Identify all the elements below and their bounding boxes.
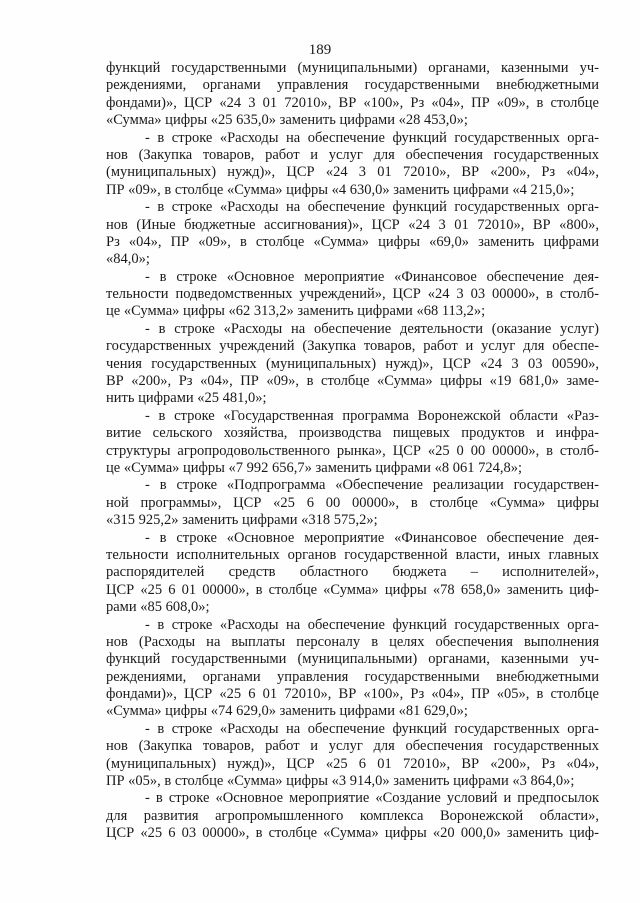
text-line: ЦСР «25 6 03 00000», в столбце «Сумма» цифры «20 000,0» заменить циф- bbox=[106, 825, 599, 842]
text-line: (муниципальных) нужд)», ЦСР «24 3 01 72010», ВР «200», Рз «04», bbox=[106, 164, 599, 181]
text-line: государственных учреждений (Закупка товаров, работ и услуг для обеспе- bbox=[106, 338, 599, 355]
text-line: функций государственными (муниципальными) органами, казенными уч- bbox=[106, 60, 599, 76]
text-line: ЦСР «25 6 01 00000», в столбце «Сумма» цифры «78 658,0» заменить циф- bbox=[106, 581, 599, 598]
text-line: рами «85 608,0»; bbox=[106, 599, 210, 616]
text-line: ПР «05», в столбце «Сумма» цифры «3 914,0» заменить цифрами «3 864,0»; bbox=[106, 773, 575, 790]
text-line: нов (Закупка товаров, работ и услуг для обеспечения государственных bbox=[106, 738, 599, 755]
text-line: це «Сумма» цифры «62 313,2» заменить цифрами «68 113,2»; bbox=[106, 303, 486, 320]
text-line: - в строке «Основное мероприятие «Финансовое обеспечение дея- bbox=[145, 268, 599, 285]
text-line: нить цифрами «25 481,0»; bbox=[106, 390, 267, 407]
text-line: тельности исполнительных органов государственной власти, иных главных bbox=[106, 546, 599, 563]
text-line: «84,0»; bbox=[106, 251, 150, 268]
text-line: - в строке «Основное мероприятие «Финансовое обеспечение дея- bbox=[145, 529, 599, 546]
text-line: распорядителей средств областного бюджета – исполнителей», bbox=[106, 564, 599, 581]
text-line: витие сельского хозяйства, производства пищевых продуктов и инфра- bbox=[106, 425, 599, 442]
text-line: нов (Иные бюджетные ассигнования)», ЦСР «24 3 01 72010», ВР «800», bbox=[106, 216, 599, 233]
page-number: 189 bbox=[308, 42, 332, 58]
text-line: - в строке «Подпрограмма «Обеспечение реализации государствен- bbox=[145, 477, 599, 494]
text-line: тельности подведомственных учреждений», ЦСР «24 3 03 00000», в столб- bbox=[106, 286, 599, 303]
text-line: структуры агропродовольственного рынка», ЦСР «25 0 00 00000», в столб- bbox=[106, 442, 599, 459]
text-line: для развития агропромышленного комплекса Воронежской области», bbox=[106, 807, 599, 824]
text-line: реждениями, органами управления государственными внебюджетными bbox=[106, 668, 599, 685]
text-line: - в строке «Расходы на обеспечение функций государственных орга- bbox=[145, 199, 599, 216]
text-line: «315 925,2» заменить цифрами «318 575,2»; bbox=[106, 512, 378, 529]
text-line: фондами)», ЦСР «25 6 01 72010», ВР «100», Рз «04», ПР «05», в столбце bbox=[106, 686, 599, 703]
text-line: ВР «200», Рз «04», ПР «09», в столбце «Сумма» цифры «19 681,0» заме- bbox=[106, 373, 599, 390]
text-line: - в строке «Расходы на обеспечение функций государственных орга- bbox=[145, 720, 599, 737]
text-line: - в строке «Государственная программа Воронежской области «Раз- bbox=[145, 407, 599, 424]
document-body-text bbox=[106, 60, 599, 843]
text-line: - в строке «Расходы на обеспечение функций государственных орга- bbox=[145, 616, 599, 633]
text-line: це «Сумма» цифры «7 992 656,7» заменить цифрами «8 061 724,8»; bbox=[106, 459, 522, 476]
text-line: (муниципальных) нужд)», ЦСР «25 6 01 72010», ВР «200», Рз «04», bbox=[106, 755, 599, 772]
text-line: ной программы», ЦСР «25 6 00 00000», в столбце «Сумма» цифры bbox=[106, 494, 599, 511]
text-line: нов (Расходы на выплаты персоналу в целях обеспечения выполнения bbox=[106, 633, 599, 650]
text-line: - в строке «Расходы на обеспечение функций государственных орга- bbox=[145, 129, 599, 146]
text-line: - в строке «Основное мероприятие «Создание условий и предпосылок bbox=[145, 790, 599, 807]
text-line: - в строке «Расходы на обеспечение деятельности (оказание услуг) bbox=[145, 320, 599, 337]
text-line: реждениями, органами управления государственными внебюджетными bbox=[106, 77, 599, 94]
text-line: фондами)», ЦСР «24 3 01 72010», ВР «100», Рз «04», ПР «09», в столбце bbox=[106, 94, 599, 111]
text-line: «Сумма» цифры «25 635,0» заменить цифрами «28 453,0»; bbox=[106, 112, 468, 129]
text-line: «Сумма» цифры «74 629,0» заменить цифрами «81 629,0»; bbox=[106, 703, 468, 720]
text-line: чения государственных (муниципальных) нужд)», ЦСР «24 3 03 00590», bbox=[106, 355, 599, 372]
text-line: ПР «09», в столбце «Сумма» цифры «4 630,0» заменить цифрами «4 215,0»; bbox=[106, 181, 575, 198]
text-line: нов (Закупка товаров, работ и услуг для обеспечения государственных bbox=[106, 146, 599, 163]
text-line: функций государственными (муниципальными) органами, казенными уч- bbox=[106, 651, 599, 668]
text-line: Рз «04», ПР «09», в столбце «Сумма» цифры «69,0» заменить цифрами bbox=[106, 233, 599, 250]
